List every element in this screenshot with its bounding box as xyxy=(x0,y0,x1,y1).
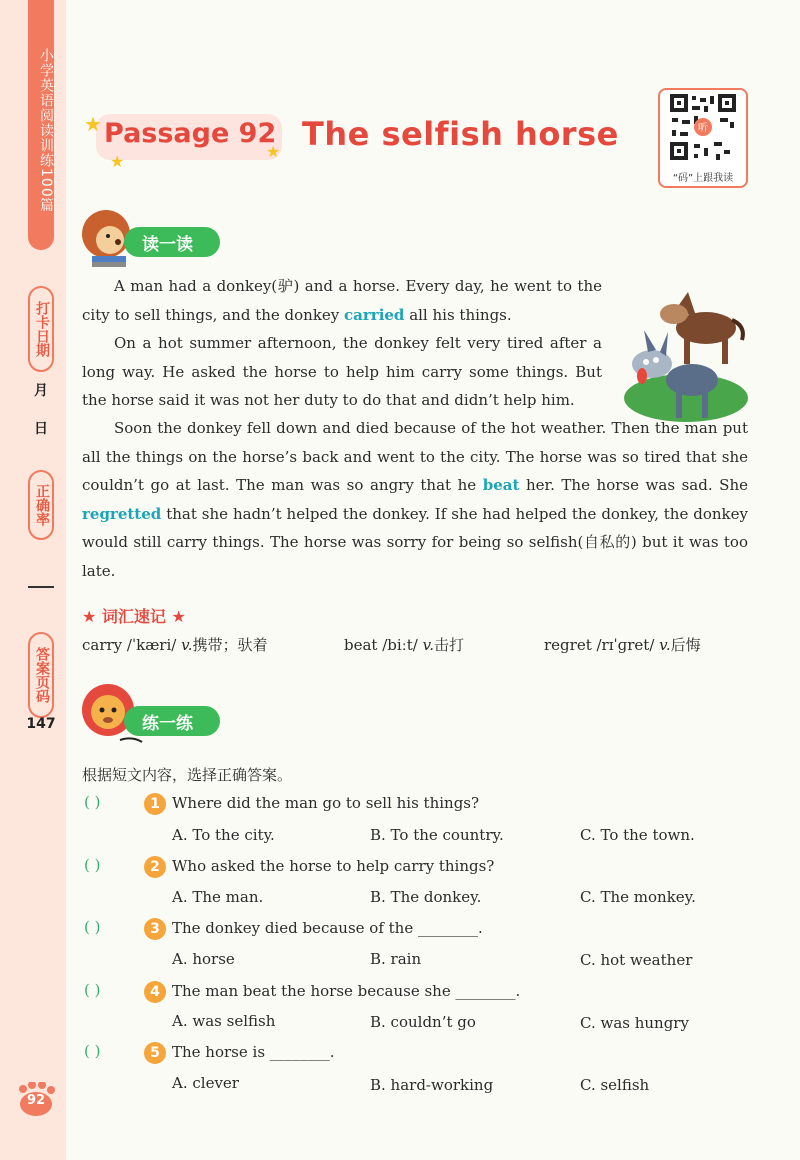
vocab-heading: ★ 词汇速记 ★ xyxy=(82,607,186,626)
practice-section-badge: 练一练 xyxy=(124,706,220,736)
question-number: 2 xyxy=(144,856,166,878)
question-number: 4 xyxy=(144,981,166,1003)
option-a[interactable]: A. was selfish xyxy=(172,1012,276,1030)
option-b[interactable]: B. To the country. xyxy=(370,826,504,844)
text: carry /ˈkæri/ xyxy=(82,636,182,654)
option-c[interactable]: C. was hungry xyxy=(580,1014,689,1032)
option-b[interactable]: B. couldn’t go xyxy=(370,1013,476,1031)
option-c[interactable]: C. To the town. xyxy=(580,826,695,844)
keyword-regretted: regretted xyxy=(82,504,162,523)
option-c[interactable]: C. selfish xyxy=(580,1076,650,1094)
page-number-badge xyxy=(18,1082,58,1116)
question-text: The donkey died because of the ________. xyxy=(172,919,483,937)
option-a[interactable]: A. The man. xyxy=(172,888,264,906)
text: v. xyxy=(659,636,671,654)
star-icon: ★ xyxy=(110,152,125,171)
paragraph-1 xyxy=(82,272,602,329)
text: v. xyxy=(181,636,193,654)
book-title: 小学英语阅读训练100篇 xyxy=(38,48,54,213)
question-text: The man beat the horse because she ________. xyxy=(172,982,521,1000)
option-b[interactable]: B. rain xyxy=(370,950,422,968)
answer-page-number: 147 xyxy=(26,716,56,732)
text: 携带；驮着 xyxy=(192,636,268,654)
vocab-item-carry xyxy=(82,634,268,655)
month-label: 月 xyxy=(34,383,48,399)
page-number: 92 xyxy=(26,1093,46,1108)
answer-blank[interactable]: ( ) xyxy=(84,981,101,999)
option-a[interactable]: A. clever xyxy=(172,1074,239,1092)
page-title: The selfish horse xyxy=(302,115,619,153)
option-c[interactable]: C. The monkey. xyxy=(580,888,696,906)
accuracy-label: 正确率 xyxy=(28,470,54,540)
question-text: Who asked the horse to help carry things? xyxy=(172,857,495,875)
option-a[interactable]: A. horse xyxy=(172,950,235,968)
star-icon: ★ xyxy=(266,142,281,161)
vocab-item-regret xyxy=(544,634,701,655)
instruction: 根据短文内容，选择正确答案。 xyxy=(82,766,293,784)
answer-blank[interactable]: ( ) xyxy=(84,918,101,936)
text: beat /biːt/ xyxy=(344,636,423,654)
read-section-badge: 读一读 xyxy=(124,227,220,257)
answer-page-label: 答案页码 xyxy=(28,632,54,718)
question-number: 5 xyxy=(144,1042,166,1064)
paragraph-2 xyxy=(82,329,602,415)
checkin-label: 打卡日期 xyxy=(28,286,54,372)
answer-blank[interactable]: ( ) xyxy=(84,793,101,811)
day-label: 日 xyxy=(34,421,48,437)
star-icon: ★ xyxy=(84,112,102,136)
vocab-item-beat xyxy=(344,634,464,655)
keyword-carried: carried xyxy=(344,305,405,324)
donkey-horse-illustration xyxy=(614,280,748,432)
listen-label: 听 xyxy=(698,123,708,134)
option-a[interactable]: A. To the city. xyxy=(172,826,275,844)
text: v. xyxy=(422,636,435,654)
text: regret /rɪˈɡret/ xyxy=(544,636,660,654)
accuracy-blank xyxy=(28,586,54,588)
text: On a hot summer afternoon, the donkey felt very tired after a long way. He asked the horse to help him carry some things. But the horse said it was not her duty to do that and didn’t help him. xyxy=(82,334,602,409)
question-text: The horse is ________. xyxy=(172,1043,335,1061)
answer-blank[interactable]: ( ) xyxy=(84,1042,101,1060)
qr-label: “码”上跟我读 xyxy=(672,173,734,184)
text: A man had a donkey(驴) and a horse. Every day, he went to the city to sell things, and the donkey xyxy=(82,277,602,324)
text: all his things. xyxy=(404,305,512,324)
qr-code[interactable] xyxy=(658,88,748,188)
paragraph-3 xyxy=(82,414,748,585)
sidebar xyxy=(0,0,66,1160)
text: her. The horse was sad. She xyxy=(519,476,748,494)
option-b[interactable]: B. The donkey. xyxy=(370,888,482,906)
option-b[interactable]: B. hard-working xyxy=(370,1076,494,1094)
option-c[interactable]: C. hot weather xyxy=(580,951,693,969)
keyword-beat: beat xyxy=(482,476,520,494)
text: Soon the donkey fell down and died because of the hot weather. Then the man put all the things on the horse’s back and went to the city. The horse was so tired that she couldn’t go at last. The man was so angry that he xyxy=(82,419,748,494)
answer-blank[interactable]: ( ) xyxy=(84,856,101,874)
text: 后悔 xyxy=(670,636,701,654)
passage-number: Passage 92 xyxy=(104,118,277,149)
question-text: Where did the man go to sell his things? xyxy=(172,794,480,812)
question-number: 1 xyxy=(144,793,166,815)
qr-code-icon xyxy=(660,90,746,164)
text: 击打 xyxy=(434,636,465,654)
text: that she hadn’t helped the donkey. If she had helped the donkey, the donkey would still carry things. The horse was sorry for being so selfish(自私的) but it was too late. xyxy=(82,504,748,580)
question-number: 3 xyxy=(144,918,166,940)
